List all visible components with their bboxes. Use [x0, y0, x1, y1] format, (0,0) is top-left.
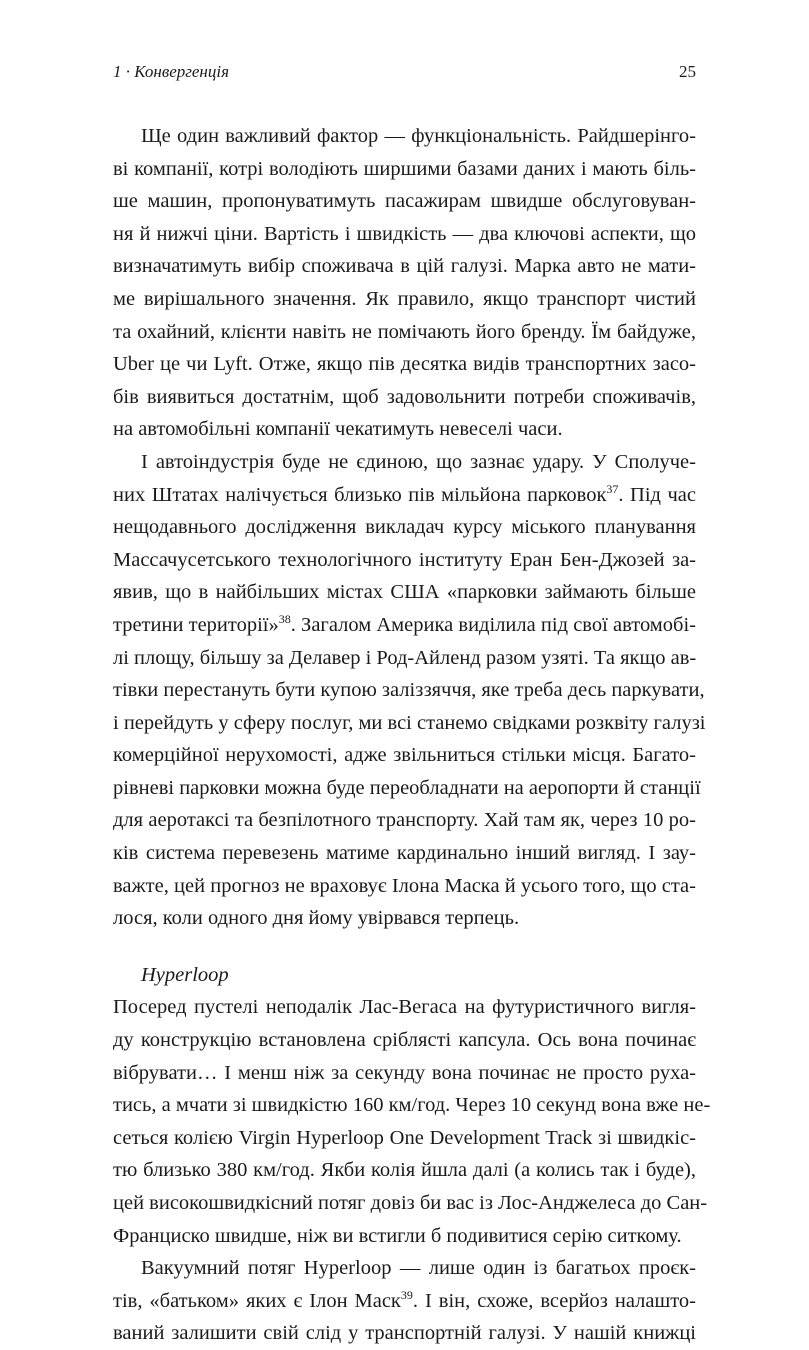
footnote-ref: 38	[278, 611, 291, 626]
text-fragment: тів, «батьком» яких є Ілон Маск	[113, 1289, 401, 1312]
text-line: рівневі парковки можна буде переобладнати на аеропорти й станції	[113, 776, 701, 799]
text-line: тю близько 380 км/год. Якби колія йшла далі (а колись так і буде),	[113, 1159, 696, 1182]
page-header	[113, 62, 696, 86]
section-spacer	[113, 935, 696, 959]
text-line: Ще один важливий фактор — функціональність. Райдшерінго-	[141, 125, 696, 147]
text-line: Вакуумний потяг Hyperloop — лише один із багатьох проєк-	[141, 1257, 696, 1280]
text-line: лося, коли одного дня йому увірвався терпець.	[113, 907, 520, 930]
text-fragment: третини території»	[113, 613, 279, 636]
text-line: та охайний, клієнти навіть не помічають його бренду. Їм байдуже,	[113, 320, 696, 343]
text-line: Франциско швидше, ніж ви встигли б подивитися серію ситкому.	[113, 1224, 682, 1247]
text-line: для аеротаксі та безпілотного транспорту. Хай там як, через 10 ро-	[113, 809, 696, 832]
text-fragment: . І він, схоже, всерйоз налашто-	[412, 1289, 696, 1312]
text-line: бів виявиться достатнім, щоб задовольнити потреби споживачів,	[113, 385, 696, 408]
text-line: явив, що в найбільших містах США «парковки займають більше	[113, 581, 696, 604]
text-line: Массачусетського технологічного інституту Еран Бен-Джозей за-	[113, 548, 696, 571]
text-line: нещодавнього дослідження викладач курсу міського планування	[113, 516, 696, 539]
text-line: вібрувати… І менш ніж за секунду вона починає не просто руха-	[113, 1061, 696, 1084]
section-heading: Hyperloop	[141, 963, 229, 986]
text-line	[113, 1285, 696, 1318]
text-line: тись, а мчати зі швидкістю 160 км/год. Через 10 секунд вона вже не-	[113, 1094, 711, 1117]
text-line: І автоіндустрія буде не єдиною, що зазнає удару. У Сполуче-	[141, 450, 696, 473]
text-fragment: . Під час	[618, 483, 696, 506]
text-fragment: . Загалом Америка виділила під свої автомобі-	[290, 613, 696, 636]
text-line: сеться колією Virgin Hyperloop One Development Track зі швидкіс-	[113, 1126, 696, 1149]
paragraph	[113, 120, 696, 446]
text-line: ві компанії, котрі володіють ширшими базами даних і мають біль-	[113, 157, 696, 180]
text-line: лі площу, більшу за Делавер і Род-Айленд разом узяті. Та якщо ав-	[113, 646, 697, 669]
text-line: важте, цей прогноз не враховує Ілона Маска й усього того, що ста-	[113, 874, 696, 897]
page-number: 25	[679, 62, 696, 81]
text-line: Uber це чи Lyft. Отже, якщо пів десятка видів транспортних засо-	[113, 353, 696, 376]
running-head: 1 · Конвергенція	[113, 62, 229, 81]
text-line	[113, 479, 696, 512]
text-line: Посеред пустелі неподалік Лас-Вегаса на футуристичного вигля-	[113, 996, 696, 1019]
text-line: ків система перевезень матиме кардинально інший вигляд. І зау-	[113, 842, 696, 865]
text-line: ду конструкцію встановлена сріблясті капсула. Ось вона починає	[113, 1029, 696, 1052]
text-line: і перейдуть у сферу послуг, ми всі станемо свідками розквіту галузі	[113, 711, 706, 734]
page-body	[113, 120, 711, 1350]
paragraph	[113, 991, 711, 1252]
text-line	[113, 609, 696, 642]
text-line: тівки перестануть бути купою заліззяччя, яке треба десь паркувати,	[113, 679, 705, 702]
text-line: визначатимуть вибір споживача в цій галузі. Марка авто не мати-	[113, 255, 696, 278]
text-line: ня й нижчі ціни. Вартість і швидкість — два ключові аспекти, що	[113, 222, 696, 245]
text-line: ваний залишити свій слід у транспортній галузі. У нашій книжці	[113, 1322, 696, 1345]
text-line: ше машин, пропонуватимуть пасажирам швидше обслуговуван-	[113, 190, 696, 213]
text-line: на автомобільні компанії чекатимуть невеселі часи.	[113, 418, 563, 441]
paragraph	[113, 446, 706, 935]
text-line: ме вирішального значення. Як правило, якщо транспорт чистий	[113, 287, 696, 310]
text-line: комерційної нерухомості, адже звільниться стільки місця. Багато-	[113, 744, 696, 767]
text-fragment: них Штатах налічується близько пів мільйона парковок	[113, 483, 607, 506]
paragraph	[113, 1252, 696, 1350]
text-line: цей високошвидкісний потяг довіз би вас із Лос-Анджелеса до Сан-	[113, 1192, 708, 1214]
footnote-ref: 37	[606, 481, 619, 496]
footnote-ref: 39	[400, 1287, 413, 1302]
